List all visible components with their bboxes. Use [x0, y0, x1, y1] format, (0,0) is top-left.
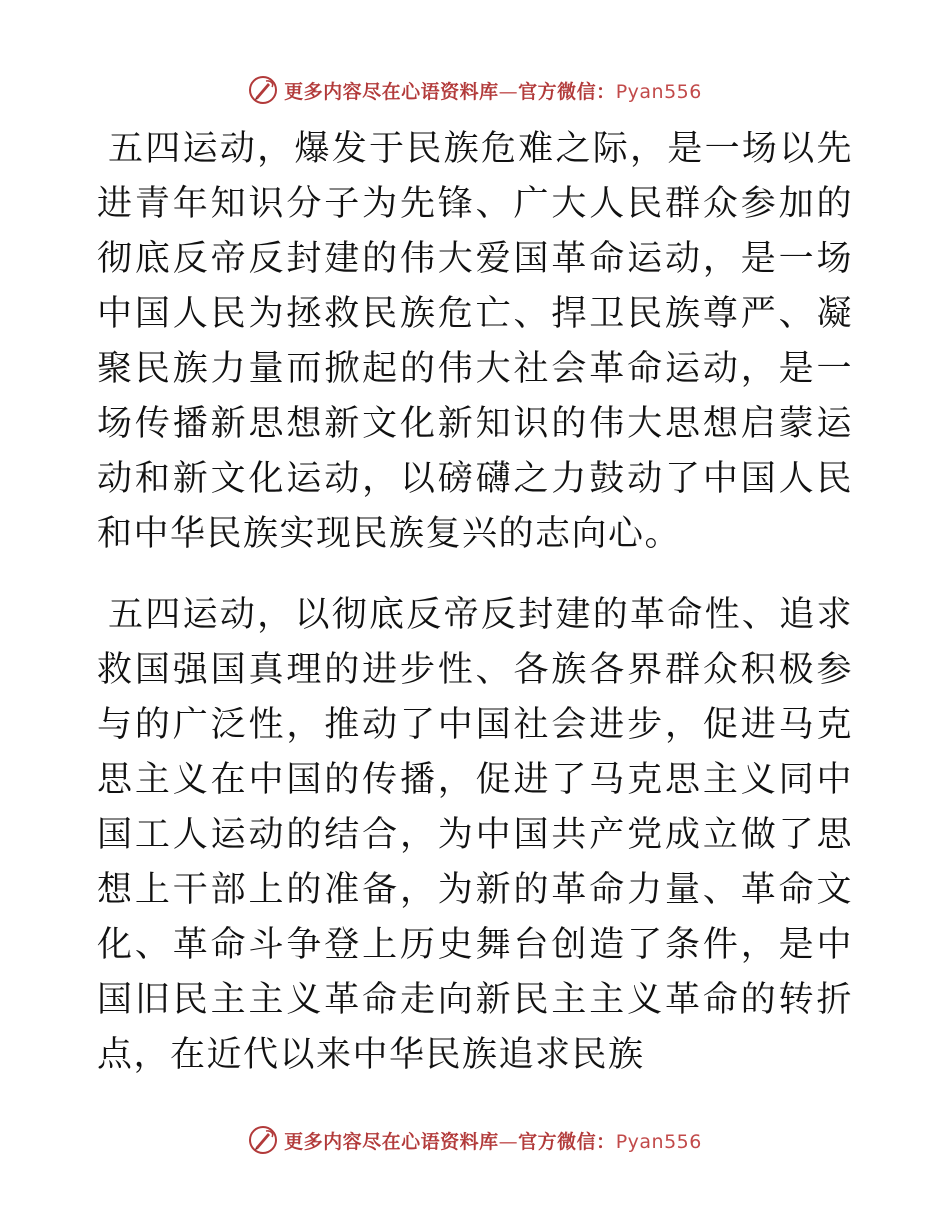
footer-banner	[0, 1120, 950, 1160]
paragraph-may-fourth-significance: 五四运动，以彻底反帝反封建的革命性、追求救国强国真理的进步性、各族各界群众积极参与的广泛性，推动了中国社会进步，促进马克思主义在中国的传播，促进了马克思主义同中国工人运动的结合，为中国共产党成立做了思想上干部上的准备，为新的革命力量、革命文化、革命斗争登上历史舞台创造了条件，是中国旧民主主义革命走向新民主主义革命的转折点，在近代以来中华民族追求民族	[97, 595, 853, 1075]
promo-text: 更多内容尽在心语资料库	[284, 80, 499, 103]
quill-logo-icon	[248, 1125, 278, 1155]
promo-text: 更多内容尽在心语资料库	[284, 1130, 499, 1153]
wechat-id: Pyan556	[615, 80, 702, 103]
banner-separator: —	[498, 80, 519, 103]
document-body	[97, 122, 853, 1083]
wechat-label: 官方微信：	[518, 1130, 616, 1153]
banner-text	[284, 1127, 702, 1154]
quill-logo-icon	[248, 75, 278, 105]
paragraph-may-fourth-origin: 五四运动，爆发于民族危难之际，是一场以先进青年知识分子为先锋、广大人民群众参加的彻底反帝反封建的伟大爱国革命运动，是一场中国人民为拯救民族危亡、捍卫民族尊严、凝聚民族力量而掀起的伟大社会革命运动，是一场传播新思想新文化新知识的伟大思想启蒙运动和新文化运动，以磅礴之力鼓动了中国人民和中华民族实现民族复兴的志向心。	[97, 129, 853, 554]
banner-separator: —	[498, 1130, 519, 1153]
banner-text	[284, 77, 702, 104]
wechat-label: 官方微信：	[518, 80, 616, 103]
header-banner	[0, 70, 950, 110]
wechat-id: Pyan556	[615, 1130, 702, 1153]
